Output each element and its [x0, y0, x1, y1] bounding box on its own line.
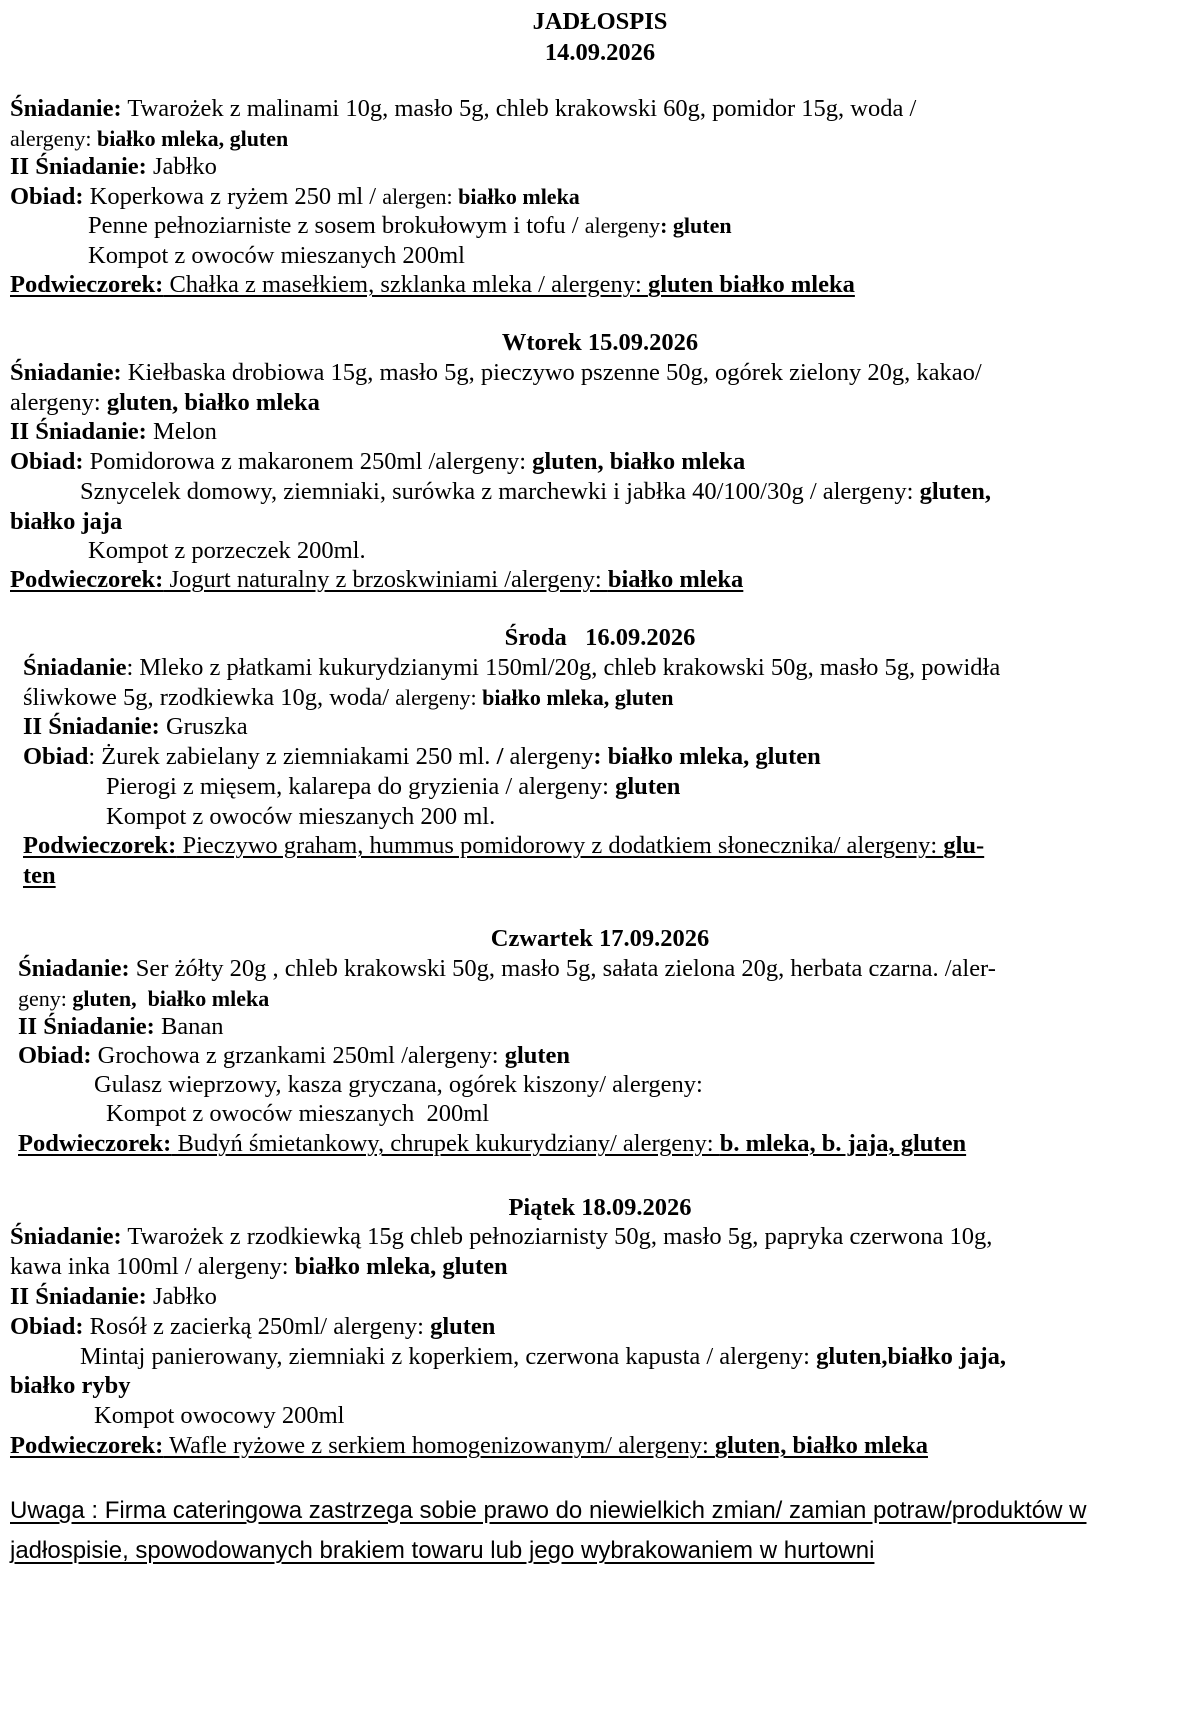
friday-heading: Piątek 18.09.2026	[508, 1194, 692, 1221]
friday-second-breakfast: II Śniadanie: Jabłko	[10, 1283, 217, 1310]
friday-lunch-main: Mintaj panierowany, ziemniaki z koperkiem, czerwona kapusta / alergeny: gluten,białko jaja,	[80, 1343, 1006, 1370]
tuesday-snack: Podwieczorek: Jogurt naturalny z brzoskwiniami /alergeny: białko mleka	[10, 566, 744, 593]
monday-lunch: Obiad: Koperkowa z ryżem 250 ml / alergen: białko mleka	[10, 183, 580, 210]
wednesday-breakfast: Śniadanie: Mleko z płatkami kukurydzianymi 150ml/20g, chleb krakowski 50g, masło 5g, powidła	[23, 654, 1001, 681]
catering-note-line-2: jadłospisie, spowodowanych brakiem towaru lub jego wybrakowaniem w hurtowni	[10, 1537, 875, 1564]
wednesday-second-breakfast: II Śniadanie: Gruszka	[23, 713, 248, 740]
monday-breakfast-allergens: alergeny: białko mleka, gluten	[10, 126, 289, 151]
tuesday-lunch: Obiad: Pomidorowa z makaronem 250ml /alergeny: gluten, białko mleka	[10, 448, 746, 475]
monday-breakfast: Śniadanie: Twarożek z malinami 10g, masło 5g, chleb krakowski 60g, pomidor 15g, woda /	[10, 95, 917, 122]
thursday-lunch: Obiad: Grochowa z grzankami 250ml /alergeny: gluten	[18, 1042, 571, 1069]
tuesday-breakfast-allergens: alergeny: gluten, białko mleka	[10, 389, 320, 416]
tuesday-lunch-main: Sznycelek domowy, ziemniaki, surówka z marchewki i jabłka 40/100/30g / alergeny: gluten,	[80, 478, 992, 505]
thursday-breakfast-allergens: geny: gluten, białko mleka	[18, 986, 270, 1011]
tuesday-lunch-main-cont: białko jaja	[10, 508, 123, 535]
tuesday-heading: Wtorek 15.09.2026	[501, 329, 699, 356]
friday-lunch-drink: Kompot owocowy 200ml	[94, 1402, 345, 1429]
friday-lunch: Obiad: Rosół z zacierką 250ml/ alergeny: gluten	[10, 1313, 496, 1340]
wednesday-lunch-drink: Kompot z owoców mieszanych 200 ml.	[106, 803, 496, 830]
wednesday-heading: Środa 16.09.2026	[504, 624, 696, 651]
monday-second-breakfast: II Śniadanie: Jabłko	[10, 153, 217, 180]
friday-snack: Podwieczorek: Wafle ryżowe z serkiem homogenizowanym/ alergeny: gluten, białko mleka	[10, 1432, 928, 1459]
thursday-lunch-main: Gulasz wieprzowy, kasza gryczana, ogórek kiszony/ alergeny:	[94, 1071, 703, 1098]
thursday-lunch-drink: Kompot z owoców mieszanych 200ml	[106, 1100, 490, 1127]
friday-breakfast: Śniadanie: Twarożek z rzodkiewką 15g chleb pełnoziarnisty 50g, masło 5g, papryka czerwona 10g,	[10, 1223, 993, 1250]
monday-snack: Podwieczorek: Chałka z masełkiem, szklanka mleka / alergeny: gluten białko mleka	[10, 271, 855, 298]
tuesday-breakfast: Śniadanie: Kiełbaska drobiowa 15g, masło 5g, pieczywo pszenne 50g, ogórek zielony 20g, kakao/	[10, 359, 982, 386]
friday-lunch-main-cont: białko ryby	[10, 1372, 131, 1399]
monday-lunch-drink: Kompot z owoców mieszanych 200ml	[88, 242, 465, 269]
page-date: 14.09.2026	[544, 39, 656, 66]
wednesday-snack: Podwieczorek: Pieczywo graham, hummus pomidorowy z dodatkiem słonecznika/ alergeny: glu-	[23, 832, 985, 859]
thursday-snack: Podwieczorek: Budyń śmietankowy, chrupek kukurydziany/ alergeny: b. mleka, b. jaja, gluten	[18, 1130, 967, 1157]
wednesday-lunch: Obiad: Żurek zabielany z ziemniakami 250 ml. / alergeny: białko mleka, gluten	[23, 743, 821, 770]
friday-breakfast-cont: kawa inka 100ml / alergeny: białko mleka, gluten	[10, 1253, 508, 1280]
thursday-heading: Czwartek 17.09.2026	[490, 925, 710, 952]
tuesday-second-breakfast: II Śniadanie: Melon	[10, 418, 217, 445]
tuesday-lunch-drink: Kompot z porzeczek 200ml.	[88, 537, 366, 564]
wednesday-breakfast-cont: śliwkowe 5g, rzodkiewka 10g, woda/ alergeny: białko mleka, gluten	[23, 684, 674, 711]
monday-lunch-main: Penne pełnoziarniste z sosem brokułowym i tofu / alergeny: gluten	[88, 212, 732, 239]
catering-note-line-1: Uwaga : Firma cateringowa zastrzega sobie prawo do niewielkich zmian/ zamian potraw/produktów w	[10, 1497, 1087, 1524]
wednesday-snack-cont: ten	[23, 862, 56, 889]
page-title: JADŁOSPIS	[532, 8, 668, 35]
thursday-breakfast: Śniadanie: Ser żółty 20g , chleb krakowski 50g, masło 5g, sałata zielona 20g, herbata czarna. /aler-	[18, 955, 996, 982]
wednesday-lunch-main: Pierogi z mięsem, kalarepa do gryzienia / alergeny: gluten	[106, 773, 681, 800]
thursday-second-breakfast: II Śniadanie: Banan	[18, 1013, 224, 1040]
